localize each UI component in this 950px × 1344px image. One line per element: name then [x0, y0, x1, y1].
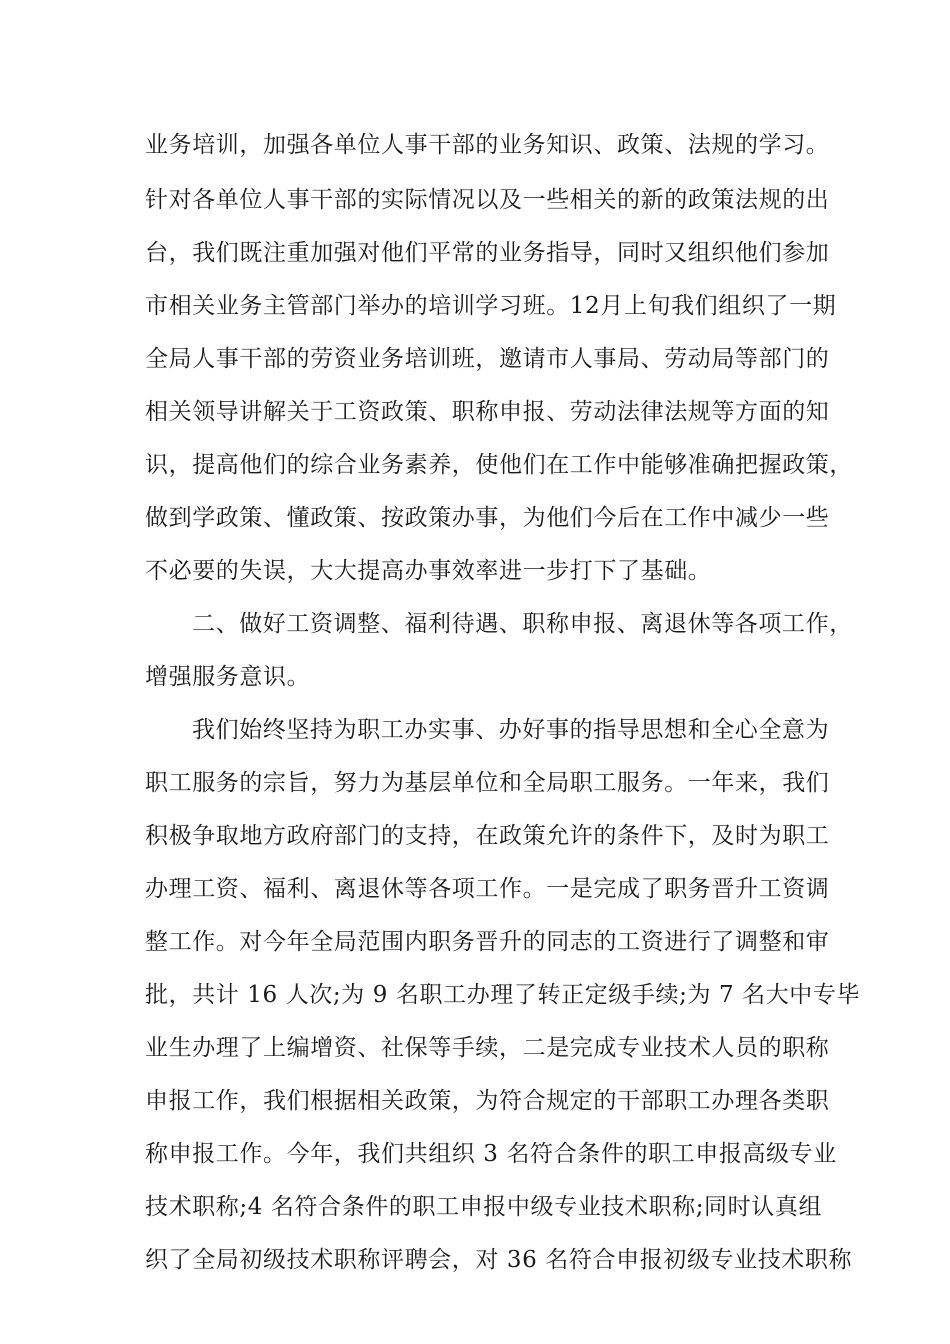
text-line: 针对各单位人事干部的实际情况以及一些相关的新的政策法规的出	[145, 187, 830, 213]
text-line: 相关领导讲解关于工资政策、职称申报、劳动法律法规等方面的知	[145, 399, 830, 425]
text-line: 办理工资、福利、离退休等各项工作。一是完成了职务晋升工资调	[145, 876, 830, 902]
text-line: 做到学政策、懂政策、按政策办事，为他们今后在工作中减少一些	[145, 505, 830, 531]
text-line: 批，共计 16 人次;为 9 名职工办理了转正定级手续;为 7 名大中专毕	[145, 982, 861, 1008]
section-heading: 二、做好工资调整、福利待遇、职称申报、离退休等各项工作，	[192, 611, 853, 637]
section-heading-continued: 增强服务意识。	[145, 664, 311, 690]
text-line: 识，提高他们的综合业务素养，使他们在工作中能够准确把握政策，	[145, 452, 853, 478]
text-line: 台，我们既注重加强对他们平常的业务指导，同时又组织他们参加	[145, 240, 830, 266]
text-line: 技术职称;4 名符合条件的职工申报中级专业技术职称;同时认真组	[145, 1194, 823, 1220]
paragraph-start: 我们始终坚持为职工办实事、办好事的指导思想和全心全意为	[192, 717, 830, 743]
text-line: 织了全局初级技术职称评聘会，对 36 名符合申报初级专业技术职称	[145, 1247, 853, 1273]
text-line: 业务培训，加强各单位人事干部的业务知识、政策、法规的学习。	[145, 132, 830, 158]
text-line: 职工服务的宗旨，努力为基层单位和全局职工服务。一年来，我们	[145, 770, 830, 796]
text-line: 不必要的失误，大大提高办事效率进一步打下了基础。	[145, 558, 712, 584]
text-line: 全局人事干部的劳资业务培训班，邀请市人事局、劳动局等部门的	[145, 346, 830, 372]
text-line: 申报工作，我们根据相关政策，为符合规定的干部职工办理各类职	[145, 1088, 830, 1114]
text-line: 称申报工作。今年，我们共组织 3 名符合条件的职工申报高级专业	[145, 1141, 837, 1167]
text-line: 业生办理了上编增资、社保等手续，二是完成专业技术人员的职称	[145, 1035, 830, 1061]
text-line: 市相关业务主管部门举办的培训学习班。12月上旬我们组织了一期	[145, 293, 837, 319]
text-line: 积极争取地方政府部门的支持，在政策允许的条件下，及时为职工	[145, 823, 830, 849]
text-line: 整工作。对今年全局范围内职务晋升的同志的工资进行了调整和审	[145, 929, 830, 955]
